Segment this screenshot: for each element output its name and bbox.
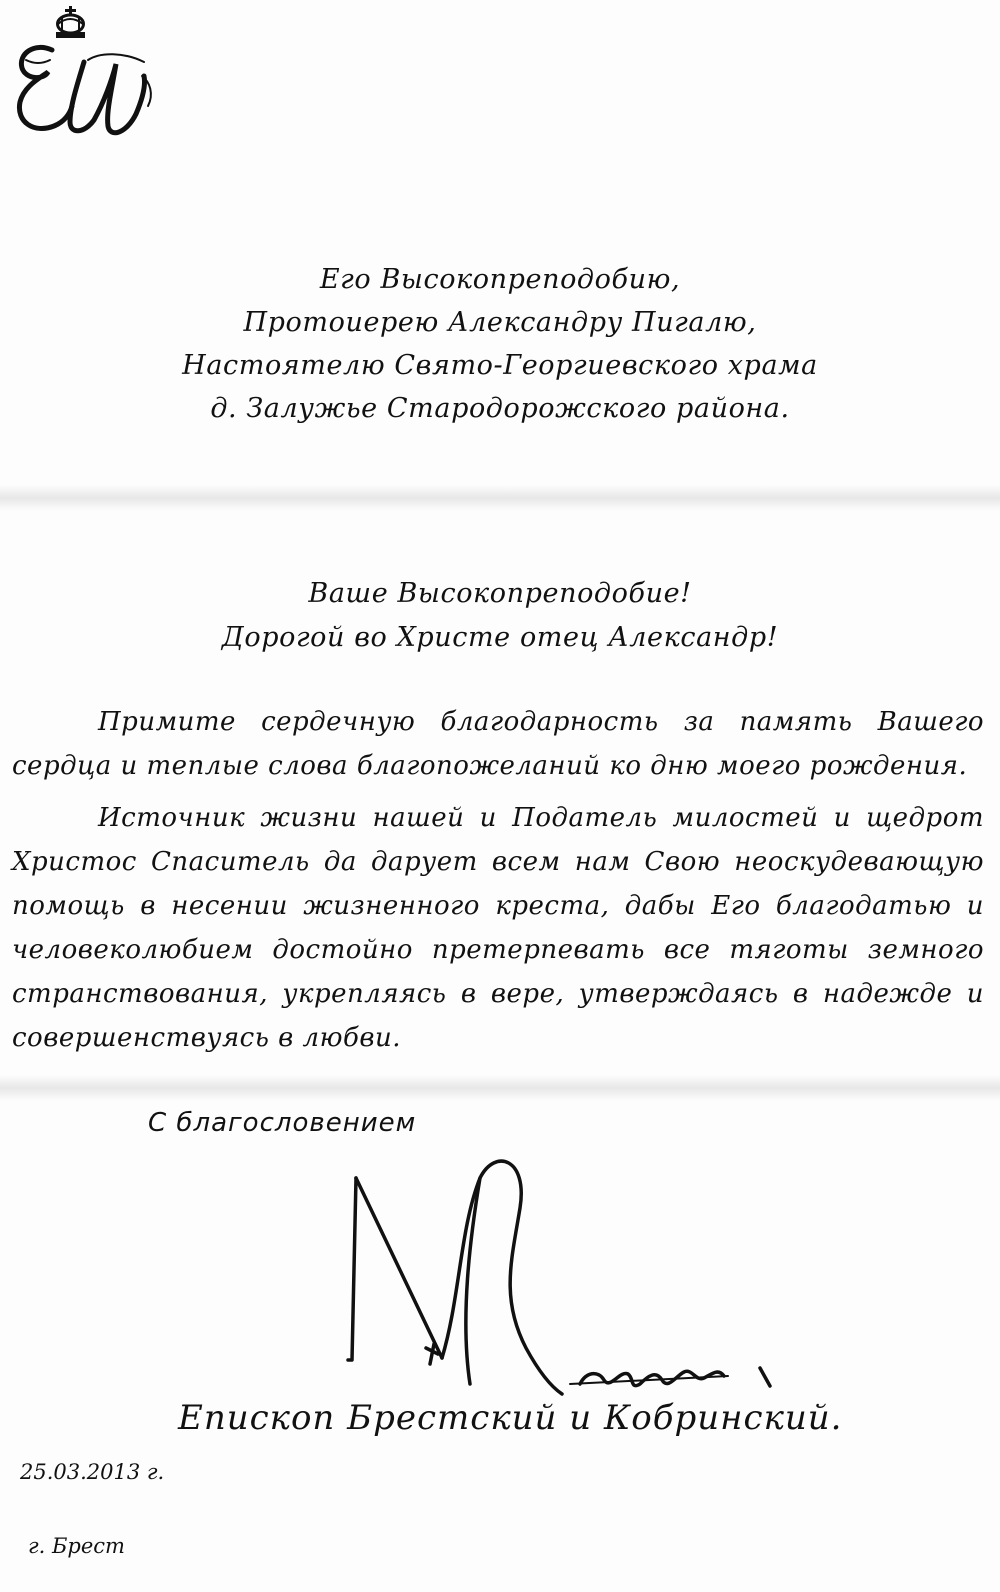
recipient-address [150, 258, 850, 430]
address-line: Протоиерею Александру Пигалю, [243, 307, 757, 338]
letter-body [12, 700, 984, 1068]
body-paragraph: Источник жизни нашей и Податель милостей и щедрот Христос Спаситель да дарует всем нам Свою неоскудевающую помощь в несении жизненного креста, дабы Его благодатью и человеколюбием достойно претерпевать все тяготы земного странствования, укрепляясь в вере, утверждаясь в надежде и совершенствуясь в любви. [12, 803, 984, 1053]
letter-date: 25.03.2013 г. [20, 1460, 165, 1484]
address-line: д. Залужье Стародорожского района. [210, 393, 790, 424]
handwritten-signature [330, 1148, 790, 1418]
paper-fold-line [0, 485, 1000, 511]
address-line: Настоятелю Свято-Георгиевского храма [182, 350, 818, 381]
letter-city: г. Брест [28, 1534, 125, 1558]
address-line: Его Высокопреподобию, [319, 264, 681, 295]
salutation-line: Ваше Высокопреподобие! [308, 578, 692, 609]
body-paragraph: Примите сердечную благодарность за память Вашего сердца и теплые слова благопожеланий ко дню моего рождения. [12, 707, 984, 781]
salutation [150, 572, 850, 660]
paper-fold-line [0, 1075, 1000, 1101]
signer-title: Епископ Брестский и Кобринский. [178, 1398, 843, 1438]
crown-monogram-icon [4, 2, 164, 152]
salutation-line: Дорогой во Христе отец Александр! [221, 622, 779, 653]
closing-blessing: С благословением [148, 1108, 417, 1138]
